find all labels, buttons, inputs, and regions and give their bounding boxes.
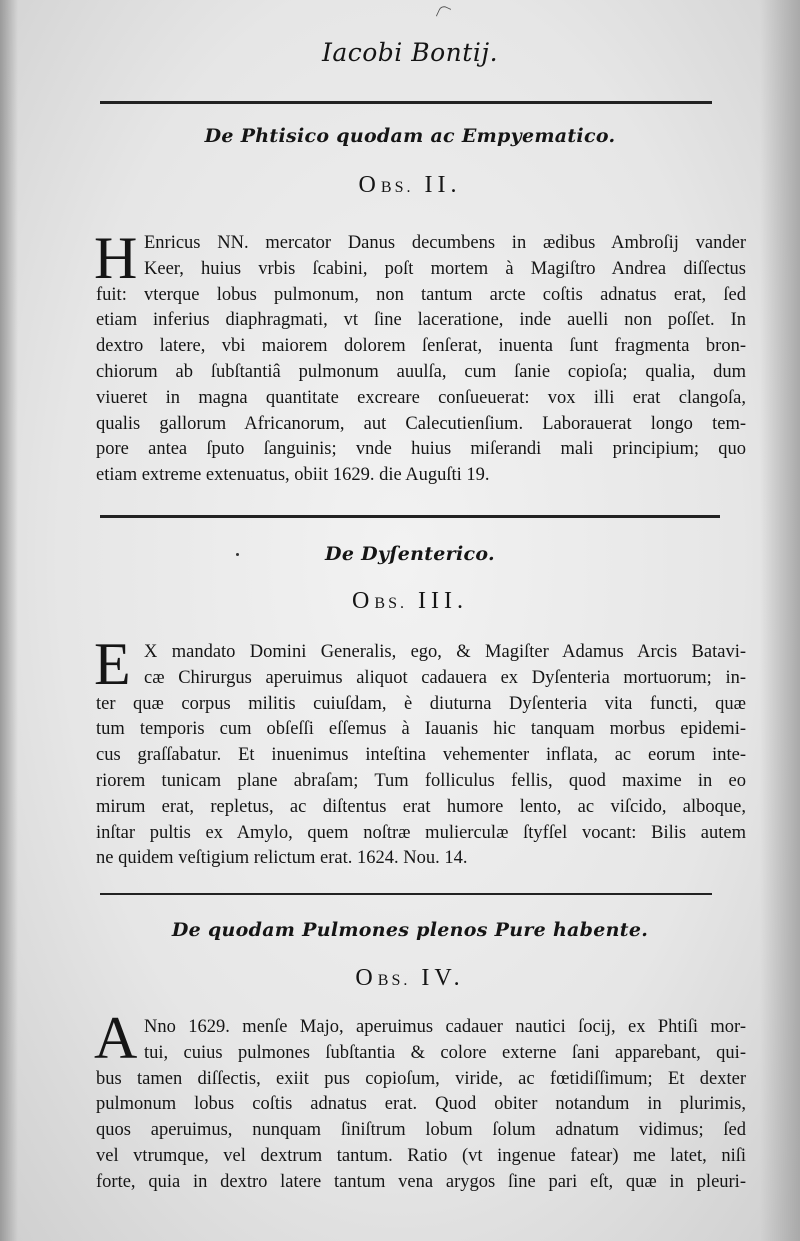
text-line: qualis gallorum Africanorum, aut Calecutienſium. Laborauerat longo tem- xyxy=(96,413,746,434)
observation-heading xyxy=(100,965,720,992)
text-line: inſtar pultis ex Amylo, quem noſtræ mulierculæ ſtyfſel vocant: Bilis autem xyxy=(96,822,746,843)
section-rule xyxy=(100,893,712,895)
drop-cap: A xyxy=(94,1005,138,1071)
page-edge-shadow xyxy=(760,0,800,1241)
text-line: pulmonum lobus coſtis adnatus erat. Quod obiter notandum in plurimis, xyxy=(96,1094,746,1115)
obs-number: II. xyxy=(424,172,462,198)
text-line: mirum erat, repletus, ac diſtentus erat humore lento, ac viſcido, alboque, xyxy=(96,796,746,817)
text-line: ter quæ corpus militis cuiuſdam, è diuturna Dyſenteria vita functi, quæ xyxy=(96,693,746,714)
paragraph xyxy=(96,1015,746,1196)
section-title: De Dyſenterico. xyxy=(325,543,495,565)
text-line: etiam inferius diaphragmati, vt ſine laceratione, inde auelli non poſſet. In xyxy=(96,310,746,331)
obs-number: IV. xyxy=(421,965,465,991)
observation-heading xyxy=(100,172,720,199)
section-rule xyxy=(100,515,720,518)
text-line: cus graſſabatur. Et inuenimus inteſtina vehementer inflata, ac eorum inte- xyxy=(96,745,746,766)
text-line: viueret in magna quantitate excreare conſueuerat: vox illi erat clangoſa, xyxy=(96,387,746,408)
text-line: tum temporis cum obſeſſi eſſemus à Iauanis hic tanquam morbus epidemi- xyxy=(96,719,746,740)
text-line: riorem tunicam plane abraſam; Tum folliculus fellis, quod maxime in eo xyxy=(96,770,746,791)
section-title: De Phtisico quodam ac Empyematico. xyxy=(204,125,616,147)
section-title: De quodam Pulmones plenos Pure habente. xyxy=(171,919,649,941)
observation-heading xyxy=(100,588,720,615)
text-line: fuit: vterque lobus pulmonum, non tantum arcte coſtis adnatus erat, ſed xyxy=(96,284,746,305)
obs-small: BS. xyxy=(377,972,411,989)
paragraph xyxy=(94,225,746,489)
text-line: cæ Chirurgus aperuimus aliquot cadauera ex Dyſenteria mortuorum; in- xyxy=(144,667,746,688)
obs-small: BS. xyxy=(380,179,414,196)
obs-prefix: O xyxy=(358,172,381,198)
obs-number: III. xyxy=(417,588,468,614)
text-line: etiam extreme extenuatus, obiit 1629. die Auguſti 19. xyxy=(96,465,490,486)
running-head: Iacobi Bontij. xyxy=(321,38,499,67)
text-line: pore antea ſputo ſanguinis; vnde huius miſerandi mali principium; quo xyxy=(96,439,746,460)
text-line: bus tamen diſſectis, exiit pus copioſum, viride, ac fœtidiſſimum; Et dexter xyxy=(96,1068,746,1089)
page-gutter-shadow xyxy=(0,0,18,1241)
text-line: Nno 1629. menſe Majo, aperuimus cadauer nautici ſocij, ex Phtiſi mor- xyxy=(144,1017,746,1037)
text-line: ne quidem veſtigium relictum erat. 1624. Nou. 14. xyxy=(96,848,468,869)
obs-small: BS. xyxy=(374,595,407,612)
obs-prefix: O xyxy=(352,588,375,614)
text-line: tui, cuius pulmones ſubſtantia & colore externe ſani apparebant, qui- xyxy=(144,1042,746,1063)
paragraph xyxy=(94,631,746,872)
text-line: X mandato Domini Generalis, ego, & Magiſter Adamus Arcis Batavi- xyxy=(144,642,746,662)
ink-dot xyxy=(236,553,239,556)
text-line: Enricus NN. mercator Danus decumbens in ædibus Ambroſij vander xyxy=(144,233,746,253)
obs-prefix: O xyxy=(355,965,378,991)
text-line: forte, quia in dextro latere tantum vena arygos ſine pari eſt, quæ in pleuri- xyxy=(96,1171,746,1192)
text-line: Keer, huius vrbis ſcabini, poſt mortem à Magiſtro Andrea diſſectus xyxy=(144,258,746,279)
text-line: dextro latere, vbi maiorem dolorem ſenſerat, inuenta ſunt fragmenta bron- xyxy=(96,336,746,357)
header-rule xyxy=(100,101,712,104)
drop-cap: H xyxy=(94,225,138,291)
text-line: quos aperuimus, nunquam ſiniſtrum lobum ſolum adnatum vidimus; ſed xyxy=(96,1120,746,1141)
ink-mark xyxy=(436,4,451,20)
text-line: chiorum ab ſubſtantiâ pulmonum auulſa, cum ſanie copioſa; qualia, dum xyxy=(96,361,746,382)
drop-cap: E xyxy=(94,631,131,697)
text-line: vel vtrumque, vel dextrum tantum. Ratio (vt ingenue fatear) me latet, niſi xyxy=(96,1145,746,1166)
